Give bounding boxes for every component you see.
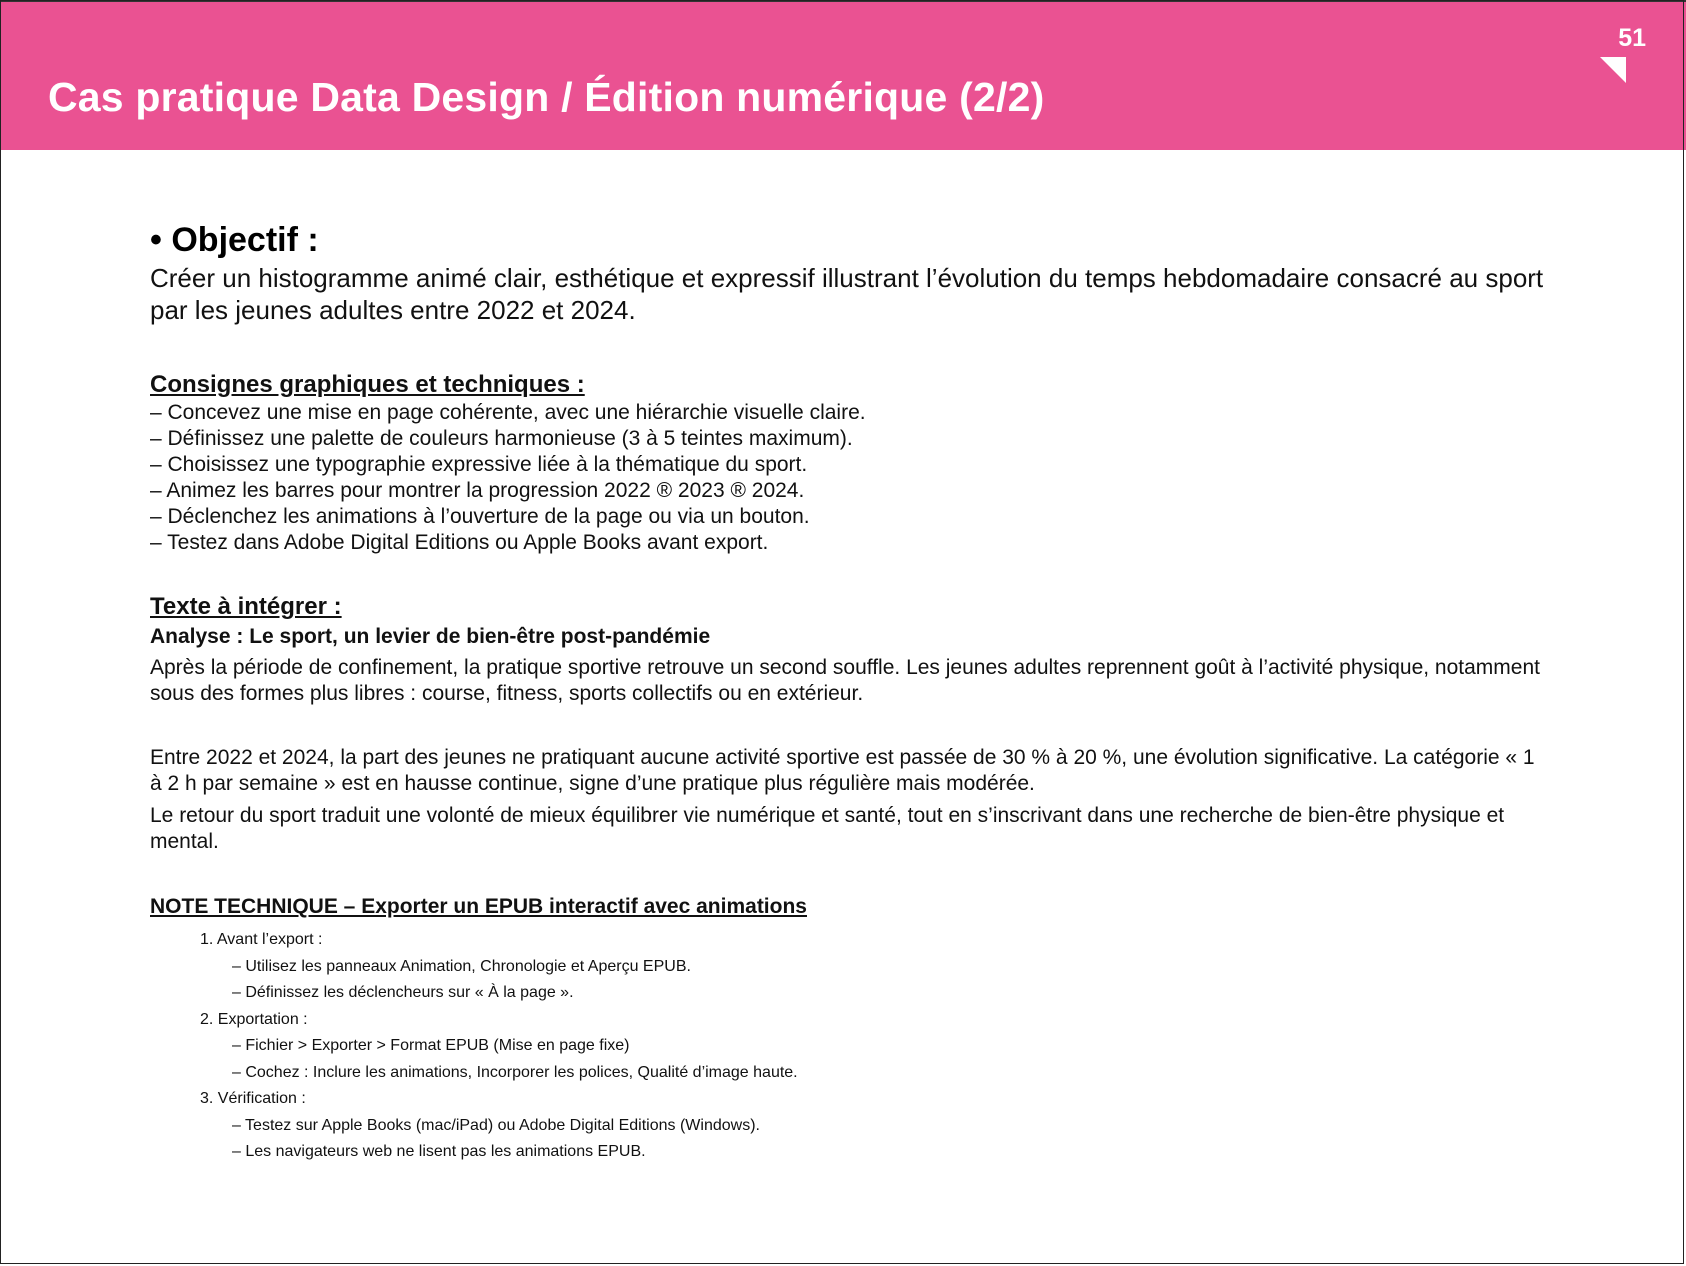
page-title: Cas pratique Data Design / Édition numérique (2/2) [48,74,1045,120]
technical-step [150,927,1550,1007]
text-to-integrate-section [150,592,1550,855]
page-corner-icon [1600,57,1626,83]
objective-heading: • Objectif : [150,221,319,259]
step-items [150,1113,1550,1166]
guideline-item: – Concevez une mise en page cohérente, avec une hiérarchie visuelle claire. [150,401,866,424]
header-bar [0,0,1686,150]
step-item: – Testez sur Apple Books (mac/iPad) ou Adobe Digital Editions (Windows). [232,1116,760,1134]
step-items [150,1033,1550,1086]
objective-section [150,218,1550,326]
technical-step [150,1007,1550,1087]
step-item: – Les navigateurs web ne lisent pas les animations EPUB. [232,1143,646,1160]
step-label: 2. Exportation : [200,1010,308,1028]
technical-steps [150,927,1550,1166]
guidelines-heading: Consignes graphiques et techniques : [150,371,585,398]
guidelines-list [150,400,1550,556]
text-to-integrate-heading: Texte à intégrer : [150,593,342,620]
guideline-item: – Choisissez une typographie expressive liée à la thématique du sport. [150,453,808,476]
step-items [150,954,1550,1007]
step-label: 3. Vérification : [200,1090,306,1107]
guideline-item: – Définissez une palette de couleurs harmonieuse (3 à 5 teintes maximum). [150,427,853,450]
slide-content [150,218,1550,1166]
step-item: – Fichier > Exporter > Format EPUB (Mise en page fixe) [232,1037,630,1054]
technical-step [150,1086,1550,1166]
analysis-paragraph: Le retour du sport traduit une volonté de mieux équilibrer vie numérique et santé, tout en s’inscrivant dans une recherche de bien-être physique et mental. [150,804,1505,853]
step-label: 1. Avant l’export : [200,931,323,948]
analysis-paragraph: Entre 2022 et 2024, la part des jeunes ne pratiquant aucune activité sportive est passée de 30 % à 20 %, une évolution significative. La catégorie « 1 à 2 h par semaine » est en hausse continue, signe d’une pratique plus régulière mais modérée. [150,746,1535,795]
step-item: – Définissez les déclencheurs sur « À la page ». [232,984,574,1001]
technical-note-heading: NOTE TECHNIQUE – Exporter un EPUB interactif avec animations [150,895,807,918]
analysis-paragraph: Après la période de confinement, la pratique sportive retrouve un second souffle. Les jeunes adultes reprennent goût à l’activité physique, notamment sous des formes plus libres : course, fitness, sports collectifs ou en extérieur. [150,656,1540,705]
guideline-item: – Testez dans Adobe Digital Editions ou Apple Books avant export. [150,531,769,554]
guideline-item: – Déclenchez les animations à l’ouverture de la page ou via un bouton. [150,505,810,528]
objective-text: Créer un histogramme animé clair, esthétique et expressif illustrant l’évolution du temps hebdomadaire consacré au sport par les jeunes adultes entre 2022 et 2024. [150,263,1544,325]
step-item: – Cochez : Inclure les animations, Incorporer les polices, Qualité d’image haute. [232,1063,798,1081]
guidelines-section [150,370,1550,556]
step-item: – Utilisez les panneaux Animation, Chronologie et Aperçu EPUB. [232,957,691,975]
guideline-item: – Animez les barres pour montrer la progression 2022 ® 2023 ® 2024. [150,479,805,502]
analysis-title: Analyse : Le sport, un levier de bien-être post-pandémie [150,625,711,648]
page-number: 51 [1618,24,1646,52]
technical-note-section [150,893,1550,1166]
